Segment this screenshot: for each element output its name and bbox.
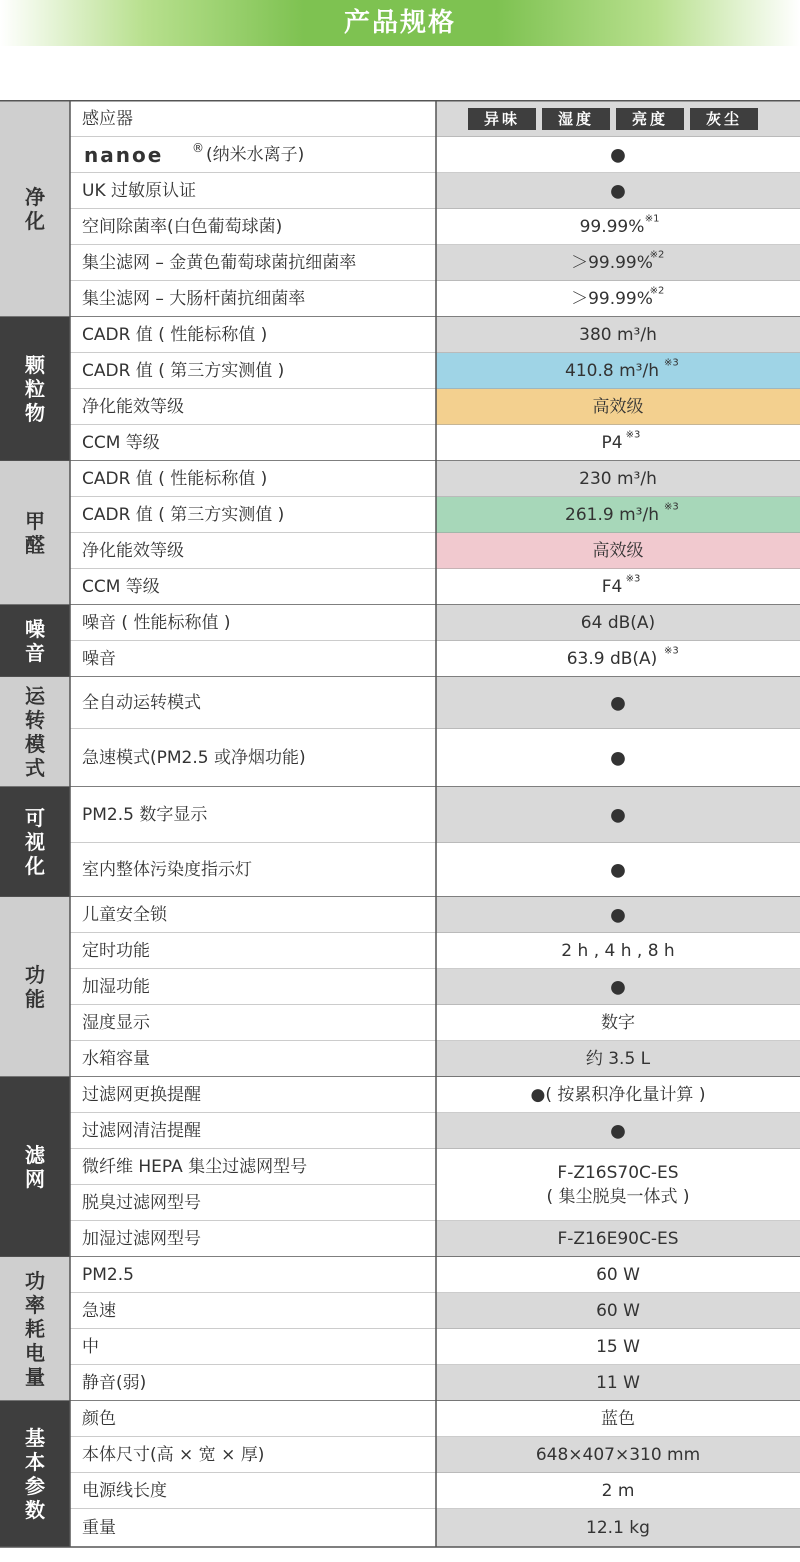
row-label-cell: [70, 1401, 436, 1437]
row-value: ●( 按累积净化量计算 ): [530, 1085, 706, 1105]
footnote-mark: ※3: [664, 501, 679, 513]
row-label: 中: [82, 1337, 99, 1357]
row-value: 261.9 m³/h: [565, 505, 659, 525]
category-label-char: 能: [25, 987, 45, 1011]
row-label: 集尘滤网 – 大肠杆菌抗细菌率: [82, 289, 306, 309]
footnote-mark: ※2: [649, 285, 665, 297]
category-label-char: 颗: [25, 353, 45, 377]
category-label-char: 音: [25, 641, 45, 665]
title-banner: [0, 0, 800, 46]
row-value: 99.99%: [579, 217, 645, 237]
row-label: CCM 等级: [82, 577, 160, 597]
sensor-tag-label: 异味: [483, 110, 521, 128]
row-value: F4: [601, 577, 623, 597]
row-value: ( 集尘脱臭一体式 ): [546, 1187, 690, 1207]
bullet-dot: ●: [610, 1120, 626, 1142]
row-label: 净化能效等级: [82, 397, 184, 417]
row-value: 2 h , 4 h , 8 h: [561, 941, 675, 961]
row-value: 60 W: [596, 1265, 640, 1285]
registered-mark: ®: [192, 141, 204, 155]
row-label: 集尘滤网 – 金黄色葡萄球菌抗细菌率: [82, 253, 357, 273]
bullet-dot: ●: [610, 747, 626, 769]
row-label: 本体尺寸(高 × 宽 × 厚): [82, 1445, 265, 1465]
row-value: 410.8 m³/h: [565, 361, 659, 381]
row-value: 高效级: [592, 541, 644, 561]
spec-group-1: [0, 317, 800, 461]
row-value: 数字: [601, 1013, 635, 1033]
category-label-char: 运: [25, 684, 45, 708]
bullet-dot: ●: [610, 692, 626, 714]
row-label: 水箱容量: [82, 1049, 150, 1069]
category-label-char: 视: [25, 830, 45, 854]
row-label: 过滤网清洁提醒: [82, 1121, 201, 1141]
row-value: P4: [601, 433, 623, 453]
bullet-dot: ●: [610, 180, 626, 202]
row-label: PM2.5: [82, 1265, 134, 1285]
row-value: 高效级: [592, 397, 644, 417]
category-label-char: 净: [25, 185, 45, 209]
row-label: 急速: [82, 1301, 116, 1321]
spec-table: [0, 100, 800, 1558]
category-label-char: 基: [25, 1426, 45, 1450]
row-label: 噪音: [82, 649, 116, 669]
bullet-dot: ●: [610, 144, 626, 166]
category-label-char: 参: [25, 1474, 45, 1498]
row-label: 重量: [82, 1518, 116, 1538]
row-label-cell: [70, 1509, 436, 1547]
row-label: CCM 等级: [82, 433, 160, 453]
spec-group-6: [0, 897, 800, 1077]
row-label: 室内整体污染度指示灯: [82, 860, 252, 880]
row-label: 急速模式(PM2.5 或净烟功能): [82, 748, 306, 768]
bullet-dot: ●: [610, 859, 626, 881]
row-label: 净化能效等级: [82, 541, 184, 561]
spec-group-7: [0, 1077, 800, 1257]
sensor-tag-label: 湿度: [557, 110, 595, 128]
category-label-char: 功: [25, 963, 45, 987]
footnote-mark: ※3: [625, 573, 641, 585]
row-value: 12.1 kg: [586, 1518, 650, 1538]
row-label: 电源线长度: [82, 1481, 167, 1501]
spec-group-3: [0, 605, 800, 677]
row-label: 噪音 ( 性能标称值 ): [82, 613, 231, 633]
row-value: 蓝色: [601, 1409, 635, 1429]
category-label-char: 本: [25, 1450, 45, 1474]
category-label-char: 醛: [25, 533, 45, 557]
category-label-char: 耗: [25, 1317, 45, 1341]
row-label: 加湿功能: [82, 977, 150, 997]
row-label: 空间除菌率(白色葡萄球菌): [82, 217, 283, 237]
bullet-dot: ●: [610, 904, 626, 926]
category-label-char: 转: [25, 708, 45, 732]
row-value: F-Z16S70C-ES: [557, 1163, 679, 1183]
row-label: PM2.5 数字显示: [82, 805, 208, 825]
row-label: 湿度显示: [82, 1013, 150, 1033]
spec-group-5: [0, 787, 800, 897]
category-label-char: 模: [25, 732, 45, 756]
row-label: (纳米水离子): [206, 145, 305, 165]
category-label-char: 甲: [25, 509, 45, 533]
row-label: 全自动运转模式: [82, 693, 201, 713]
bullet-dot: ●: [610, 804, 626, 826]
category-label-char: 化: [25, 209, 45, 233]
row-value: 230 m³/h: [579, 469, 657, 489]
footnote-mark: ※3: [664, 645, 679, 657]
row-label: 感应器: [82, 109, 133, 129]
category-label-char: 电: [25, 1341, 45, 1365]
row-label: 过滤网更换提醒: [82, 1085, 201, 1105]
row-value-cell: [436, 1149, 800, 1221]
row-value: 约 3.5 L: [585, 1049, 651, 1069]
spec-group-0: [0, 101, 800, 317]
category-label-char: 可: [25, 806, 45, 830]
row-value: 15 W: [596, 1337, 640, 1357]
row-value: 11 W: [596, 1373, 640, 1393]
spec-group-8: [0, 1257, 800, 1401]
row-value: 60 W: [596, 1301, 640, 1321]
spec-group-2: [0, 461, 800, 605]
bullet-dot: ●: [610, 976, 626, 998]
row-value: ＞99.99%: [571, 253, 653, 273]
row-value: 63.9 dB(A): [566, 649, 658, 669]
row-label-cell: [70, 1293, 436, 1329]
spec-group-4: [0, 677, 800, 787]
nanoe-logo: nanoe: [84, 143, 164, 167]
footnote-mark: ※3: [664, 357, 679, 369]
sensor-tag-label: 灰尘: [705, 110, 743, 128]
page-title: 产品规格: [343, 8, 456, 38]
row-label: 儿童安全锁: [82, 905, 167, 925]
row-label: 微纤维 HEPA 集尘过滤网型号: [82, 1157, 308, 1177]
category-label-char: 噪: [25, 617, 45, 641]
row-value: 64 dB(A): [580, 613, 656, 633]
footnote-mark: ※3: [625, 429, 641, 441]
category-label-char: 量: [25, 1365, 45, 1389]
category-label-char: 物: [25, 401, 45, 425]
category-label-char: 率: [25, 1293, 45, 1317]
row-label: CADR 值 ( 第三方实测值 ): [82, 505, 285, 525]
row-label: CADR 值 ( 第三方实测值 ): [82, 361, 285, 381]
category-label-char: 功: [25, 1269, 45, 1293]
sensor-tag-label: 亮度: [631, 110, 669, 128]
row-value: 648×407×310 mm: [535, 1445, 701, 1465]
category-label-char: 滤: [25, 1143, 45, 1167]
row-label-cell: [70, 641, 436, 677]
category-label-char: 化: [25, 854, 45, 878]
row-value: 2 m: [601, 1481, 635, 1501]
spec-table-graphic: [0, 100, 800, 1558]
footnote-mark: ※1: [644, 213, 660, 225]
row-value: ＞99.99%: [571, 289, 653, 309]
row-value: F-Z16E90C-ES: [557, 1229, 679, 1249]
spec-group-9: [0, 1401, 800, 1547]
category-label-char: 粒: [25, 377, 45, 401]
category-label-char: 数: [25, 1498, 45, 1522]
footnote-mark: ※2: [649, 249, 665, 261]
row-label: 加湿过滤网型号: [82, 1229, 201, 1249]
row-label-cell: [70, 1329, 436, 1365]
row-value: 380 m³/h: [579, 325, 657, 345]
category-label-char: 式: [25, 756, 45, 780]
row-label: CADR 值 ( 性能标称值 ): [82, 469, 268, 489]
category-label-char: 网: [25, 1167, 45, 1191]
row-label: 定时功能: [82, 941, 150, 961]
row-label: CADR 值 ( 性能标称值 ): [82, 325, 268, 345]
row-label: 颜色: [82, 1409, 116, 1429]
row-label: 脱臭过滤网型号: [82, 1193, 201, 1213]
row-label: UK 过敏原认证: [82, 181, 196, 201]
row-label: 静音(弱): [82, 1373, 147, 1393]
